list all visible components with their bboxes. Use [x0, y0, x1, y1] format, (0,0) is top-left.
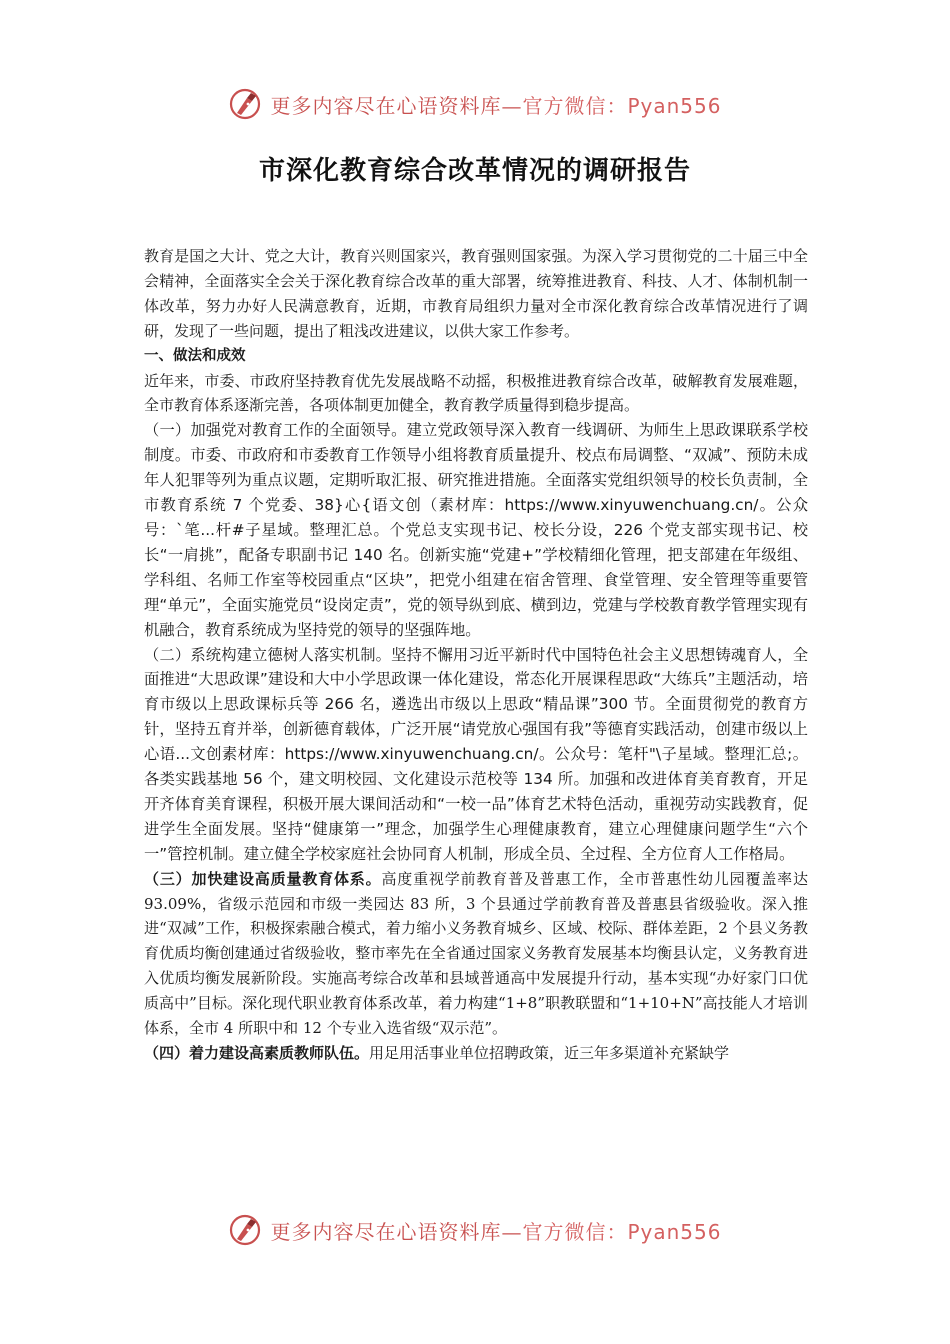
item-3-body: 高度重视学前教育普及普惠工作，全市普惠性幼儿园覆盖率达 93.09%，省级示范园和市级一类园达 83 所，3 个县通过学前教育普及普惠县省级验收。深入推进“双减”工作，积极探索融合模式，着力缩小义务教育城乡、区域、校际、群体差距，2 个县义务教育优质均衡创建通过省级验收，整市率先在全省通过国家义务教育发展基本均衡县认定，义务教育进入优质均衡发展新阶段。实施高考综合改革和县域普通高中发展提升行动，基本实现“办好家门口优质高中”目标。深化现代职业教育体系改革，着力构建“1+8”职教联盟和“1+10+N”高技能人才培训体系，全市 4 所职中和 12 个专业入选省级“双示范”。 — [144, 869, 808, 1038]
pen-nib-logo-icon — [228, 1213, 262, 1247]
item-4-body: 用足用活事业单位招聘政策，近三年多渠道补充紧缺学 — [369, 1044, 730, 1062]
pen-nib-logo-icon — [228, 87, 262, 121]
document-title: 市深化教育综合改革情况的调研报告 — [258, 156, 691, 186]
banner-main-text: 更多内容尽在心语资料库— — [270, 93, 523, 118]
item-1-paragraph: （一）加强党对教育工作的全面领导。建立党政领导深入教育一线调研、为师生上思政课联系学校制度。市委、市政府和市委教育工作领导小组将教育质量提升、校点布局调整、“双减”、预防未成年人犯罪等列为重点议题，定期听取汇报、研究推进措施。全面落实党组织领导的校长负责制，全市教育系统 7 个党委、38}心{语文创（素材库：https://www.xinyuwenchuang.cn/。公众号：`笔...杆#子星域。整理汇总。个党总支实现书记、校长分设，226 个党支部实现书记、校长“一肩挑”，配备专职副书记 140 名。创新实施“党建+”学校精细化管理，把支部建在年级组、学科组、名师工作室等校园重点“区块”，把党小组建在宿舍管理、食堂管理、安全管理等重要管理“单元”，全面实施党员“设岗定责”，党的领导纵到底、横到边，党建与学校教育教学管理实现有机融合，教育系统成为坚持党的领导的坚强阵地。 — [144, 421, 808, 639]
item-3-paragraph — [144, 867, 808, 1041]
item-3-lead: （三）加快建设高质量教育体系。 — [144, 869, 382, 888]
intro-paragraph: 教育是国之大计、党之大计，教育兴则国家兴，教育强则国家强。为深入学习贯彻党的二十届三中全会精神，全面落实全会关于深化教育综合改革的重大部署，统筹推进教育、科技、人才、体制机制一体改革，努力办好人民满意教育，近期，市教育局组织力量对全市深化教育综合改革情况进行了调研，发现了一些问题，提出了粗浅改进建议，以供大家工作参考。 — [144, 247, 808, 340]
document-body — [144, 244, 808, 1066]
footer-banner — [0, 1210, 950, 1250]
section-intro-paragraph: 近年来，市委、市政府坚持教育优先发展战略不动摇，积极推进教育综合改革，破解教育发展难题，全市教育体系逐渐完善，各项体制更加健全，教育教学质量得到稳步提高。 — [144, 371, 808, 415]
item-4-paragraph — [144, 1041, 808, 1066]
banner-wechat-text: 官方微信：Pyan556 — [522, 93, 722, 118]
section-heading: 一、做法和成效 — [144, 347, 246, 364]
header-banner — [0, 84, 950, 124]
banner-wechat-text: 官方微信：Pyan556 — [522, 1219, 722, 1244]
banner-main-text: 更多内容尽在心语资料库— — [270, 1219, 523, 1244]
item-2-paragraph: （二）系统构建立德树人落实机制。坚持不懈用习近平新时代中国特色社会主义思想铸魂育人，全面推进“大思政课”建设和大中小学思政课一体化建设，常态化开展课程思政“大练兵”主题活动，培育市级以上思政课标兵等 266 名，遴选出市级以上思政“精品课”300 节。全面贯彻党的教育方针，坚持五育并举，创新德育载体，广泛开展“请党放心强国有我”等德育实践活动，创建市级以上心语...文创素材库：https://www.xinyuwenchuang.cn/。公众号：笔杆"\子星域。整理汇总;。各类实践基地 56 个，建文明校园、文化建设示范校等 134 所。加强和改进体育美育教育，开足开齐体育美育课程，积极开展大课间活动和“一校一品”体育艺术特色活动，重视劳动实践教育，促进学生全面发展。坚持“健康第一”理念，加强学生心理健康教育，建立心理健康问题学生“六个一”管控机制。建立健全学校家庭社会协同育人机制，形成全员、全过程、全方位育人工作格局。 — [144, 645, 808, 863]
banner-text — [270, 90, 721, 119]
banner-text — [270, 1216, 721, 1245]
item-4-lead: （四）着力建设高素质教师队伍。 — [144, 1044, 370, 1062]
